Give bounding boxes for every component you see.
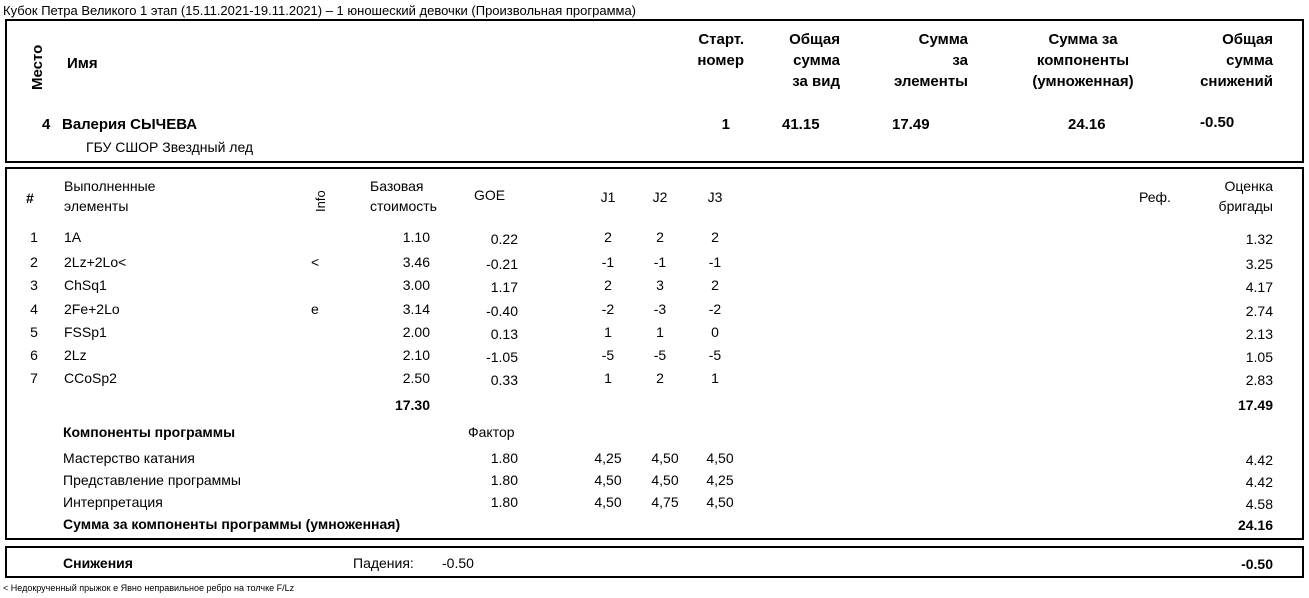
footnote: < Недокрученный прыжок e Явно неправильное ребро на толчке F/Lz [3,583,295,593]
element-name: 2Lz [64,347,87,363]
component-j1: 4,75 [651,494,679,510]
deductions-header [1170,29,1273,92]
element-j1: 3 [656,277,664,293]
element-j1: 1 [656,324,664,340]
falls-value: -0.50 [442,555,474,571]
name-header: Имя [67,55,98,72]
element-j0: -5 [601,347,615,363]
skater-total-score: 41.15 [782,116,820,133]
col-base-header [370,176,437,216]
col-num-header: # [26,190,34,206]
place-header: Место [29,44,46,90]
start-no-header-line1: Старт. [698,31,744,48]
element-j0: -2 [601,301,615,317]
element-j1: -3 [653,301,667,317]
skater-start-no: 1 [721,116,730,133]
components-sum-header-line1: Сумма за [1048,31,1118,48]
component-name: Мастерство катания [63,450,195,466]
element-score: 2.83 [1245,372,1273,388]
component-factor: 1.80 [490,450,518,466]
element-base: 3.46 [402,254,430,270]
start-no-header [660,29,744,71]
element-goe: 0.22 [490,231,518,247]
col-j2-header: J2 [652,189,668,205]
element-base: 3.00 [402,277,430,293]
components-total: 24.16 [1237,517,1273,533]
elements-sum-header-line1: Сумма [918,31,968,48]
component-score: 4.58 [1245,496,1273,512]
element-j0: 2 [604,277,612,293]
elements-base-total: 17.30 [394,397,430,413]
element-name: 1A [64,229,82,245]
element-score: 4.17 [1245,279,1273,295]
component-j2: 4,50 [706,450,734,466]
element-name: 2Fe+2Lo [64,301,120,317]
element-base: 2.50 [402,370,430,386]
component-j1: 4,50 [651,450,679,466]
element-num: 4 [30,301,38,317]
element-num: 2 [30,254,38,270]
element-j2: 2 [711,229,719,245]
element-num: 7 [30,370,38,386]
element-info: e [311,301,319,317]
element-num: 6 [30,347,38,363]
element-base: 2.00 [402,324,430,340]
element-goe: -1.05 [486,349,518,365]
components-title: Компоненты программы [63,424,236,440]
element-j1: -5 [653,347,667,363]
element-j0: 2 [604,229,612,245]
col-executed-header-line2: элементы [64,198,129,214]
start-no-header-line2: номер [697,52,744,69]
col-j3-header: J3 [707,189,723,205]
element-j2: -2 [708,301,722,317]
component-factor: 1.80 [490,494,518,510]
col-base-header-line1: Базовая [370,178,424,194]
element-score: 2.74 [1245,303,1273,319]
element-j2: -5 [708,347,722,363]
component-score: 4.42 [1245,452,1273,468]
element-base: 3.14 [402,301,430,317]
total-score-header-line2: сумма [793,52,840,69]
element-score: 2.13 [1245,326,1273,342]
element-name: ChSq1 [64,277,107,293]
element-score: 3.25 [1245,256,1273,272]
component-j0: 4,50 [594,472,622,488]
deductions-header-line1: Общая [1222,31,1273,48]
total-score-header-line3: за вид [792,73,840,90]
col-panel-header [1180,176,1273,216]
element-j1: 2 [656,229,664,245]
col-goe-header: GOE [474,187,506,203]
components-total-label: Сумма за компоненты программы (умноженная) [63,516,401,532]
element-score: 1.05 [1245,349,1273,365]
component-name: Представление программы [63,472,241,488]
element-j0: 1 [604,370,612,386]
element-j2: 0 [711,324,719,340]
element-num: 1 [30,229,38,245]
falls-label: Падения: [353,555,414,571]
element-num: 5 [30,324,38,340]
element-name: 2Lz+2Lo< [64,254,127,270]
element-j0: 1 [604,324,612,340]
deductions-total: -0.50 [1241,556,1273,572]
skater-components-score: 24.16 [1068,116,1106,133]
col-panel-header-line1: Оценка [1224,178,1273,194]
components-sum-header [1006,29,1160,92]
component-j2: 4,25 [706,472,734,488]
elements-sum-header-line2: за [952,52,968,69]
factor-label: Фактор [468,424,515,440]
components-sum-header-line2: компоненты [1036,52,1130,69]
element-j1: -1 [653,254,667,270]
deductions-header-line3: снижений [1200,73,1273,90]
element-name: CCoSp2 [64,370,117,386]
component-factor: 1.80 [490,472,518,488]
element-name: FSSp1 [64,324,107,340]
skater-elements-score: 17.49 [892,116,930,133]
element-j2: 2 [711,277,719,293]
col-base-header-line2: стоимость [370,198,437,214]
skater-name: Валерия СЫЧЕВА [62,116,198,133]
element-j2: 1 [711,370,719,386]
component-j0: 4,50 [594,494,622,510]
component-j0: 4,25 [594,450,622,466]
component-name: Интерпретация [63,494,163,510]
col-executed-header-line1: Выполненные [64,178,156,194]
element-base: 1.10 [402,229,430,245]
elements-sum-header [868,29,968,92]
element-j2: -1 [708,254,722,270]
components-sum-header-line3: (умноженная) [1032,73,1134,90]
element-goe: -0.40 [486,303,518,319]
skater-club: ГБУ СШОР Звездный лед [86,139,254,155]
col-panel-header-line2: бригады [1218,198,1273,214]
deductions-label: Снижения [63,555,133,571]
deductions-box [5,546,1304,578]
element-j0: -1 [601,254,615,270]
event-title: Кубок Петра Великого 1 этап (15.11.2021-19.11.2021) – 1 юношеский девочки (Произвольная программа) [3,3,637,18]
col-j1-header: J1 [600,189,616,205]
element-info: < [311,254,320,270]
element-goe: 0.13 [490,326,518,342]
component-score: 4.42 [1245,474,1273,490]
component-j2: 4,50 [706,494,734,510]
element-j1: 2 [656,370,664,386]
total-score-header-line1: Общая [789,31,840,48]
skater-deductions: -0.50 [1200,114,1235,131]
col-info-header: Info [313,190,328,212]
component-j1: 4,50 [651,472,679,488]
element-score: 1.32 [1245,231,1273,247]
element-goe: 1.17 [490,279,518,295]
element-num: 3 [30,277,38,293]
elements-sum-header-line3: элементы [893,73,968,90]
col-executed-header [64,176,155,216]
col-ref-header: Реф. [1139,189,1171,205]
element-goe: 0.33 [490,372,518,388]
element-goe: -0.21 [486,256,518,272]
deductions-header-line2: сумма [1226,52,1273,69]
skater-place: 4 [42,116,51,133]
element-base: 2.10 [402,347,430,363]
total-score-header [760,29,840,92]
elements-score-total: 17.49 [1237,397,1273,413]
